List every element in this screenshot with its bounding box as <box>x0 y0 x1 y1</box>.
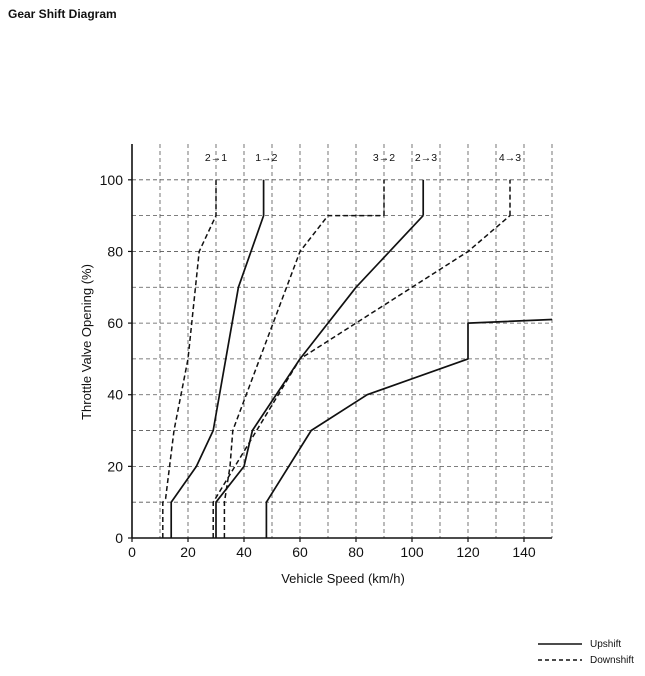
x-tick-label: 0 <box>128 544 136 560</box>
series-label: 3→2 <box>372 152 396 165</box>
y-axis-label: Throttle Valve Opening (%) <box>79 264 94 420</box>
downshift-line <box>224 216 384 538</box>
series-label: 1→2 <box>255 152 278 165</box>
x-tick-label: 80 <box>348 544 364 560</box>
y-tick-label: 100 <box>99 171 123 188</box>
x-tick-label: 140 <box>512 544 536 560</box>
y-tick-label: 60 <box>107 315 123 332</box>
series-label: 2→1 <box>204 152 228 165</box>
y-tick-label: 40 <box>107 386 123 403</box>
axes-layer <box>100 144 552 560</box>
x-tick-label: 60 <box>292 544 308 560</box>
labels-layer <box>205 152 521 164</box>
grid-layer <box>132 144 552 538</box>
legend <box>538 639 634 666</box>
y-tick-label: 80 <box>107 243 123 260</box>
x-tick-label: 20 <box>180 544 196 560</box>
series-label: 2→3 <box>414 152 438 165</box>
x-tick-label: 100 <box>400 544 424 560</box>
downshift-line <box>213 216 510 538</box>
y-tick-label: 20 <box>107 458 123 475</box>
x-axis-label: Vehicle Speed (km/h) <box>281 571 405 586</box>
x-tick-label: 120 <box>456 544 480 560</box>
y-tick-label: 0 <box>115 530 123 546</box>
upshift-line <box>266 320 552 539</box>
page-title: Gear Shift Diagram <box>8 7 117 21</box>
legend-label: Downshift <box>590 655 634 666</box>
series-label: 4→3 <box>498 152 522 165</box>
legend-label: Upshift <box>590 639 622 650</box>
x-tick-label: 40 <box>236 544 252 560</box>
